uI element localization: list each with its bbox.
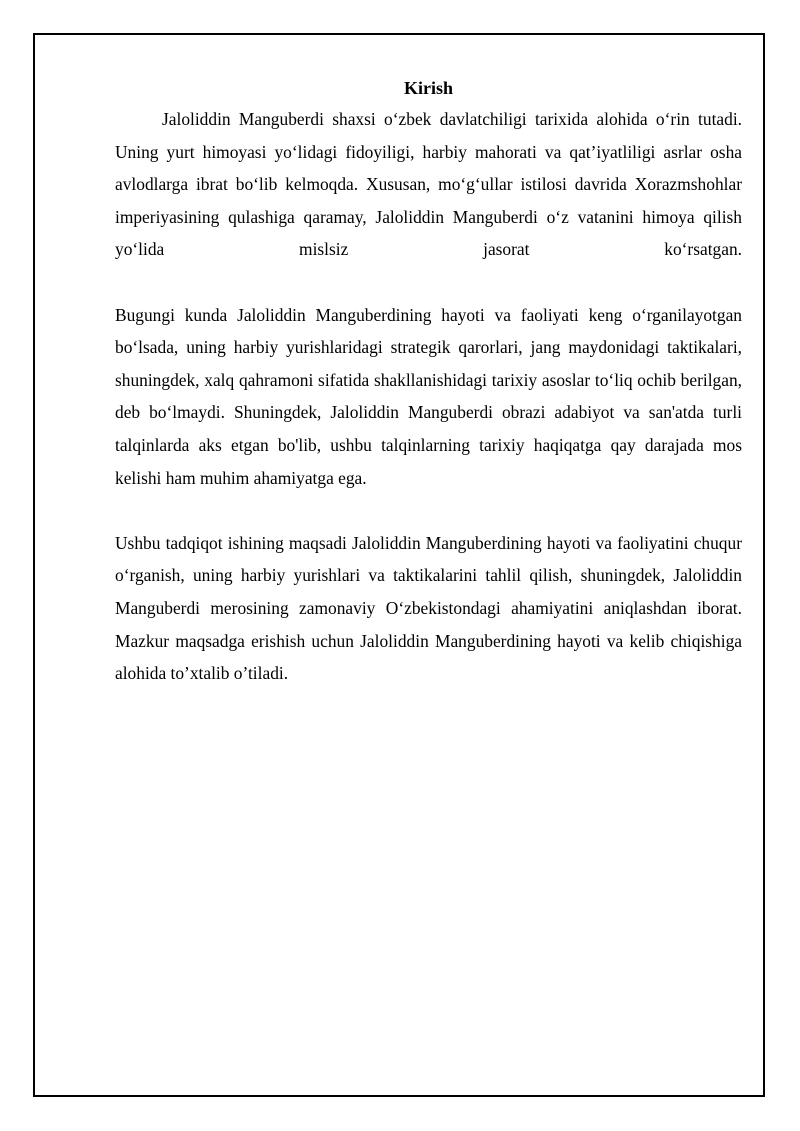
document-body (115, 73, 742, 690)
paragraph-spacer (115, 494, 742, 527)
paragraph-2: Bugungi kunda Jaloliddin Manguberdining hayoti va faoliyati keng o‘rganilayotgan bo‘lsada, uning harbiy yurishlaridagi strategik qarorlari, jang maydonidagi taktikalari, shuningdek, xalq qahramoni sifatida shakllanishidagi tarixiy asoslar to‘liq ochib berilgan, deb bo‘lmaydi. Shuningdek, Jaloliddin Manguberdi obrazi adabiyot va san'atda turli talqinlarda aks etgan bo'lib, ushbu talqinlarning tarixiy haqiqatga qay darajada mos kelishi ham muhim ahamiyatga ega. (115, 304, 742, 488)
paragraph-3: Ushbu tadqiqot ishining maqsadi Jaloliddin Manguberdining hayoti va faoliyatini chuqur o‘rganish, uning harbiy yurishlari va taktikalarini tahlil qilish, shuningdek, Jaloliddin Manguberdi merosining zamonaviy O‘zbekistondagi ahamiyatini aniqlashdan iborat. Mazkur maqsadga erishish uchun Jaloliddin Manguberdining hayoti va kelib chiqishiga alohida to’xtalib o’tiladi. (115, 532, 742, 684)
page-title: Kirish (403, 78, 453, 98)
paragraph-spacer (115, 266, 742, 299)
paragraph-1: Jaloliddin Manguberdi shaxsi o‘zbek davlatchiligi tarixida alohida o‘rin tutadi. Uning yurt himoyasi yo‘lidagi fidoyiligi, harbiy mahorati va qat’iyatliligi asrlar osha avlodlarga ibrat bo‘lib kelmoqda. Xususan, mo‘g‘ullar istilosi davrida Xorazmshohlar imperiyasining qulashiga qaramay, Jaloliddin Manguberdi o‘z vatanini himoya qilish yo‘lida mislsiz jasorat ko‘rsatgan. (115, 109, 742, 260)
